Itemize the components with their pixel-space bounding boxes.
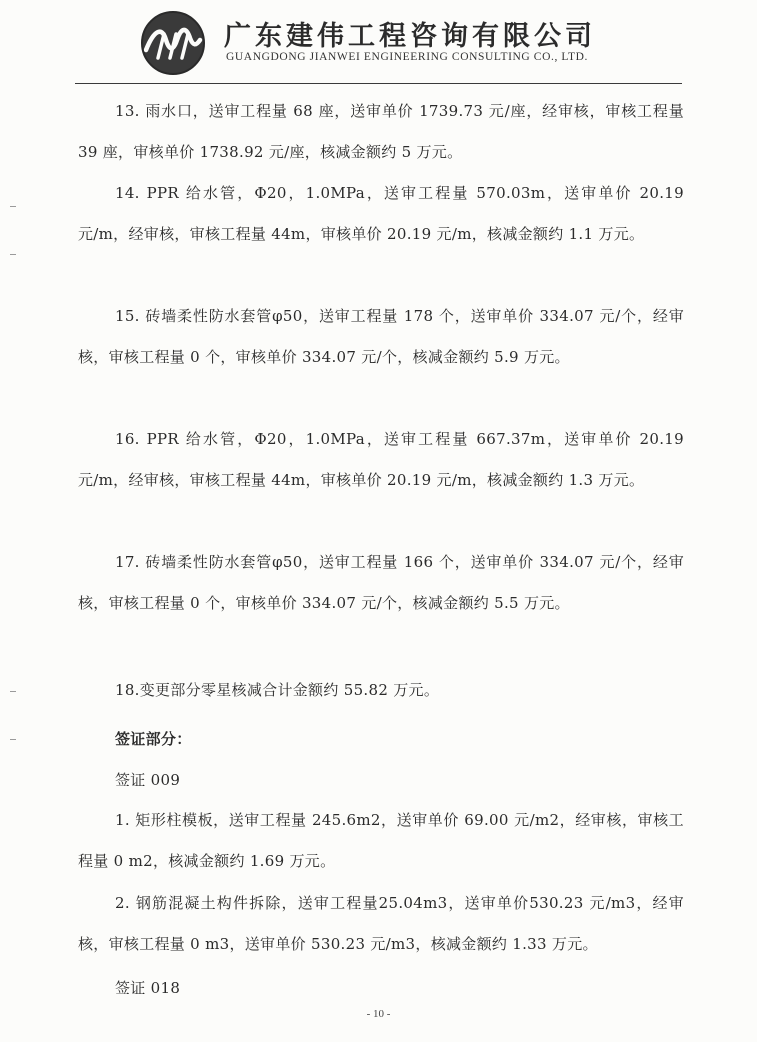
paragraph-item-17: 17. 砖墙柔性防水套管φ50，送审工程量 166 个，送审单价 334.07 元/个，经审核，审核工程量 0 个，审核单价 334.07 元/个，核减金额约 5.5 万元。 bbox=[78, 553, 684, 612]
scan-mark bbox=[10, 254, 16, 255]
visa-item-2: 2. 钢筋混凝土构件拆除，送审工程量25.04m3，送审单价530.23 元/m3，经审核，审核工程量 0 m3，送审单价 530.23 元/m3，核减金额约 1.33 万元。 bbox=[78, 894, 684, 953]
paragraph-item-18: 18.变更部分零星核减合计金额约 55.82 万元。 bbox=[115, 681, 440, 699]
section-heading-visa: 签证部分： bbox=[115, 730, 192, 748]
header-divider bbox=[75, 83, 682, 84]
paragraph-item-13: 13. 雨水口，送审工程量 68 座，送审单价 1739.73 元/座，经审核，审核工程量 39 座，审核单价 1738.92 元/座，核减金额约 5 万元。 bbox=[78, 102, 684, 161]
paragraph-item-14: 14. PPR 给水管，Φ20，1.0MPa，送审工程量 570.03m，送审单价 20.19 元/m，经审核，审核工程量 44m，审核单价 20.19 元/m，核减金额约 1.1 万元。 bbox=[78, 184, 684, 243]
jianwei-logo-icon bbox=[140, 10, 206, 76]
visa-item-1: 1. 矩形柱模板，送审工程量 245.6m2，送审单价 69.00 元/m2，经审核，审核工程量 0 m2，核减金额约 1.69 万元。 bbox=[78, 811, 684, 870]
paragraph-item-16: 16. PPR 给水管，Φ20，1.0MPa，送审工程量 667.37m，送审单价 20.19 元/m，经审核，审核工程量 44m，审核单价 20.19 元/m，核减金额约 1.3 万元。 bbox=[78, 430, 684, 489]
company-name-cn: 广东建伟工程咨询有限公司 bbox=[224, 21, 596, 52]
visa-heading-018: 签证 018 bbox=[115, 979, 181, 997]
letterhead bbox=[0, 0, 757, 84]
scan-mark bbox=[10, 691, 16, 692]
company-name-en: GUANGDONG JIANWEI ENGINEERING CONSULTING CO., LTD. bbox=[226, 51, 588, 63]
visa-heading-009: 签证 009 bbox=[115, 771, 181, 789]
scan-mark bbox=[10, 739, 16, 740]
page-number: - 10 - bbox=[366, 1008, 391, 1020]
scan-mark bbox=[10, 206, 16, 207]
paragraph-item-15: 15. 砖墙柔性防水套管φ50，送审工程量 178 个，送审单价 334.07 元/个，经审核，审核工程量 0 个，审核单价 334.07 元/个，核减金额约 5.9 万元。 bbox=[78, 307, 684, 366]
